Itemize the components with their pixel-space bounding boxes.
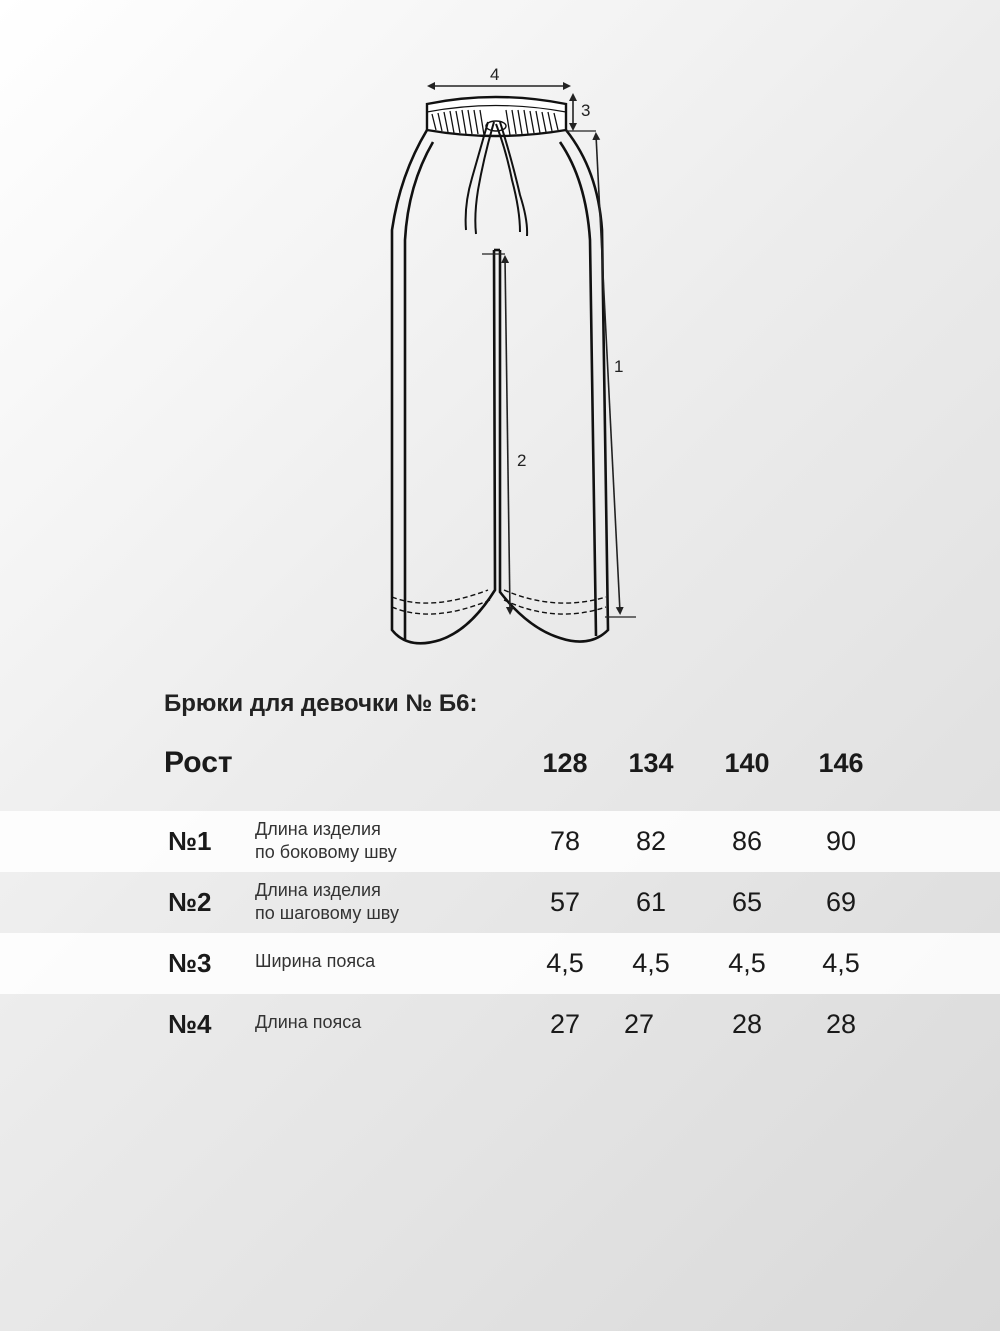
row-description-line1: Длина изделия — [255, 880, 381, 900]
drawstring — [466, 121, 528, 236]
row-description-line1: Ширина пояса — [255, 951, 376, 971]
row-description — [255, 879, 475, 925]
table-row-3 — [0, 933, 1000, 994]
value-cell: 61 — [635, 887, 667, 917]
size-128: 128 — [542, 748, 588, 778]
value-cell: 4,5 — [632, 948, 670, 978]
row-description-line2: по шаговому шву — [255, 903, 399, 923]
measure-4 — [430, 65, 568, 86]
value-cell: 28 — [731, 1009, 763, 1039]
height-label: Рост — [164, 746, 233, 779]
row-description-line1: Длина изделия — [255, 819, 381, 839]
trousers-outline — [392, 130, 608, 643]
value-cell: 78 — [549, 826, 581, 856]
value-cell: 27 — [623, 1009, 655, 1039]
row-number: №4 — [168, 1009, 212, 1039]
value-cell: 82 — [635, 826, 667, 856]
value-cell: 27 — [549, 1009, 581, 1039]
hem-stitching — [392, 590, 606, 614]
waistband — [427, 97, 566, 136]
row-description-line1: Длина пояса — [255, 1012, 362, 1032]
measure-2-label: 2 — [517, 451, 527, 470]
measure-4-label: 4 — [490, 65, 500, 84]
measure-3 — [566, 96, 596, 131]
table-row-4 — [0, 994, 1000, 1055]
row-description — [255, 1011, 475, 1034]
row-number: №3 — [168, 948, 212, 978]
table-row-2 — [0, 872, 1000, 933]
row-number: №2 — [168, 887, 212, 917]
value-cell: 57 — [549, 887, 581, 917]
value-cell: 4,5 — [546, 948, 584, 978]
value-cell: 28 — [825, 1009, 857, 1039]
table-row-1 — [0, 811, 1000, 872]
value-cell: 69 — [825, 887, 857, 917]
row-number: №1 — [168, 826, 212, 856]
measure-1 — [596, 135, 636, 617]
value-cell: 86 — [731, 826, 763, 856]
value-cell: 4,5 — [728, 948, 766, 978]
size-134: 134 — [628, 748, 674, 778]
measure-1-label: 1 — [614, 357, 624, 376]
value-cell: 4,5 — [822, 948, 860, 978]
measure-2 — [482, 254, 526, 612]
row-description — [255, 818, 475, 864]
size-140: 140 — [724, 748, 770, 778]
row-description — [255, 950, 475, 973]
value-cell: 65 — [731, 887, 763, 917]
value-cell: 90 — [825, 826, 857, 856]
measure-3-label: 3 — [581, 101, 591, 120]
row-description-line2: по боковому шву — [255, 842, 397, 862]
size-146: 146 — [818, 748, 864, 778]
size-header-row — [0, 742, 1000, 788]
chart-title: Брюки для девочки № Б6: — [164, 690, 478, 717]
